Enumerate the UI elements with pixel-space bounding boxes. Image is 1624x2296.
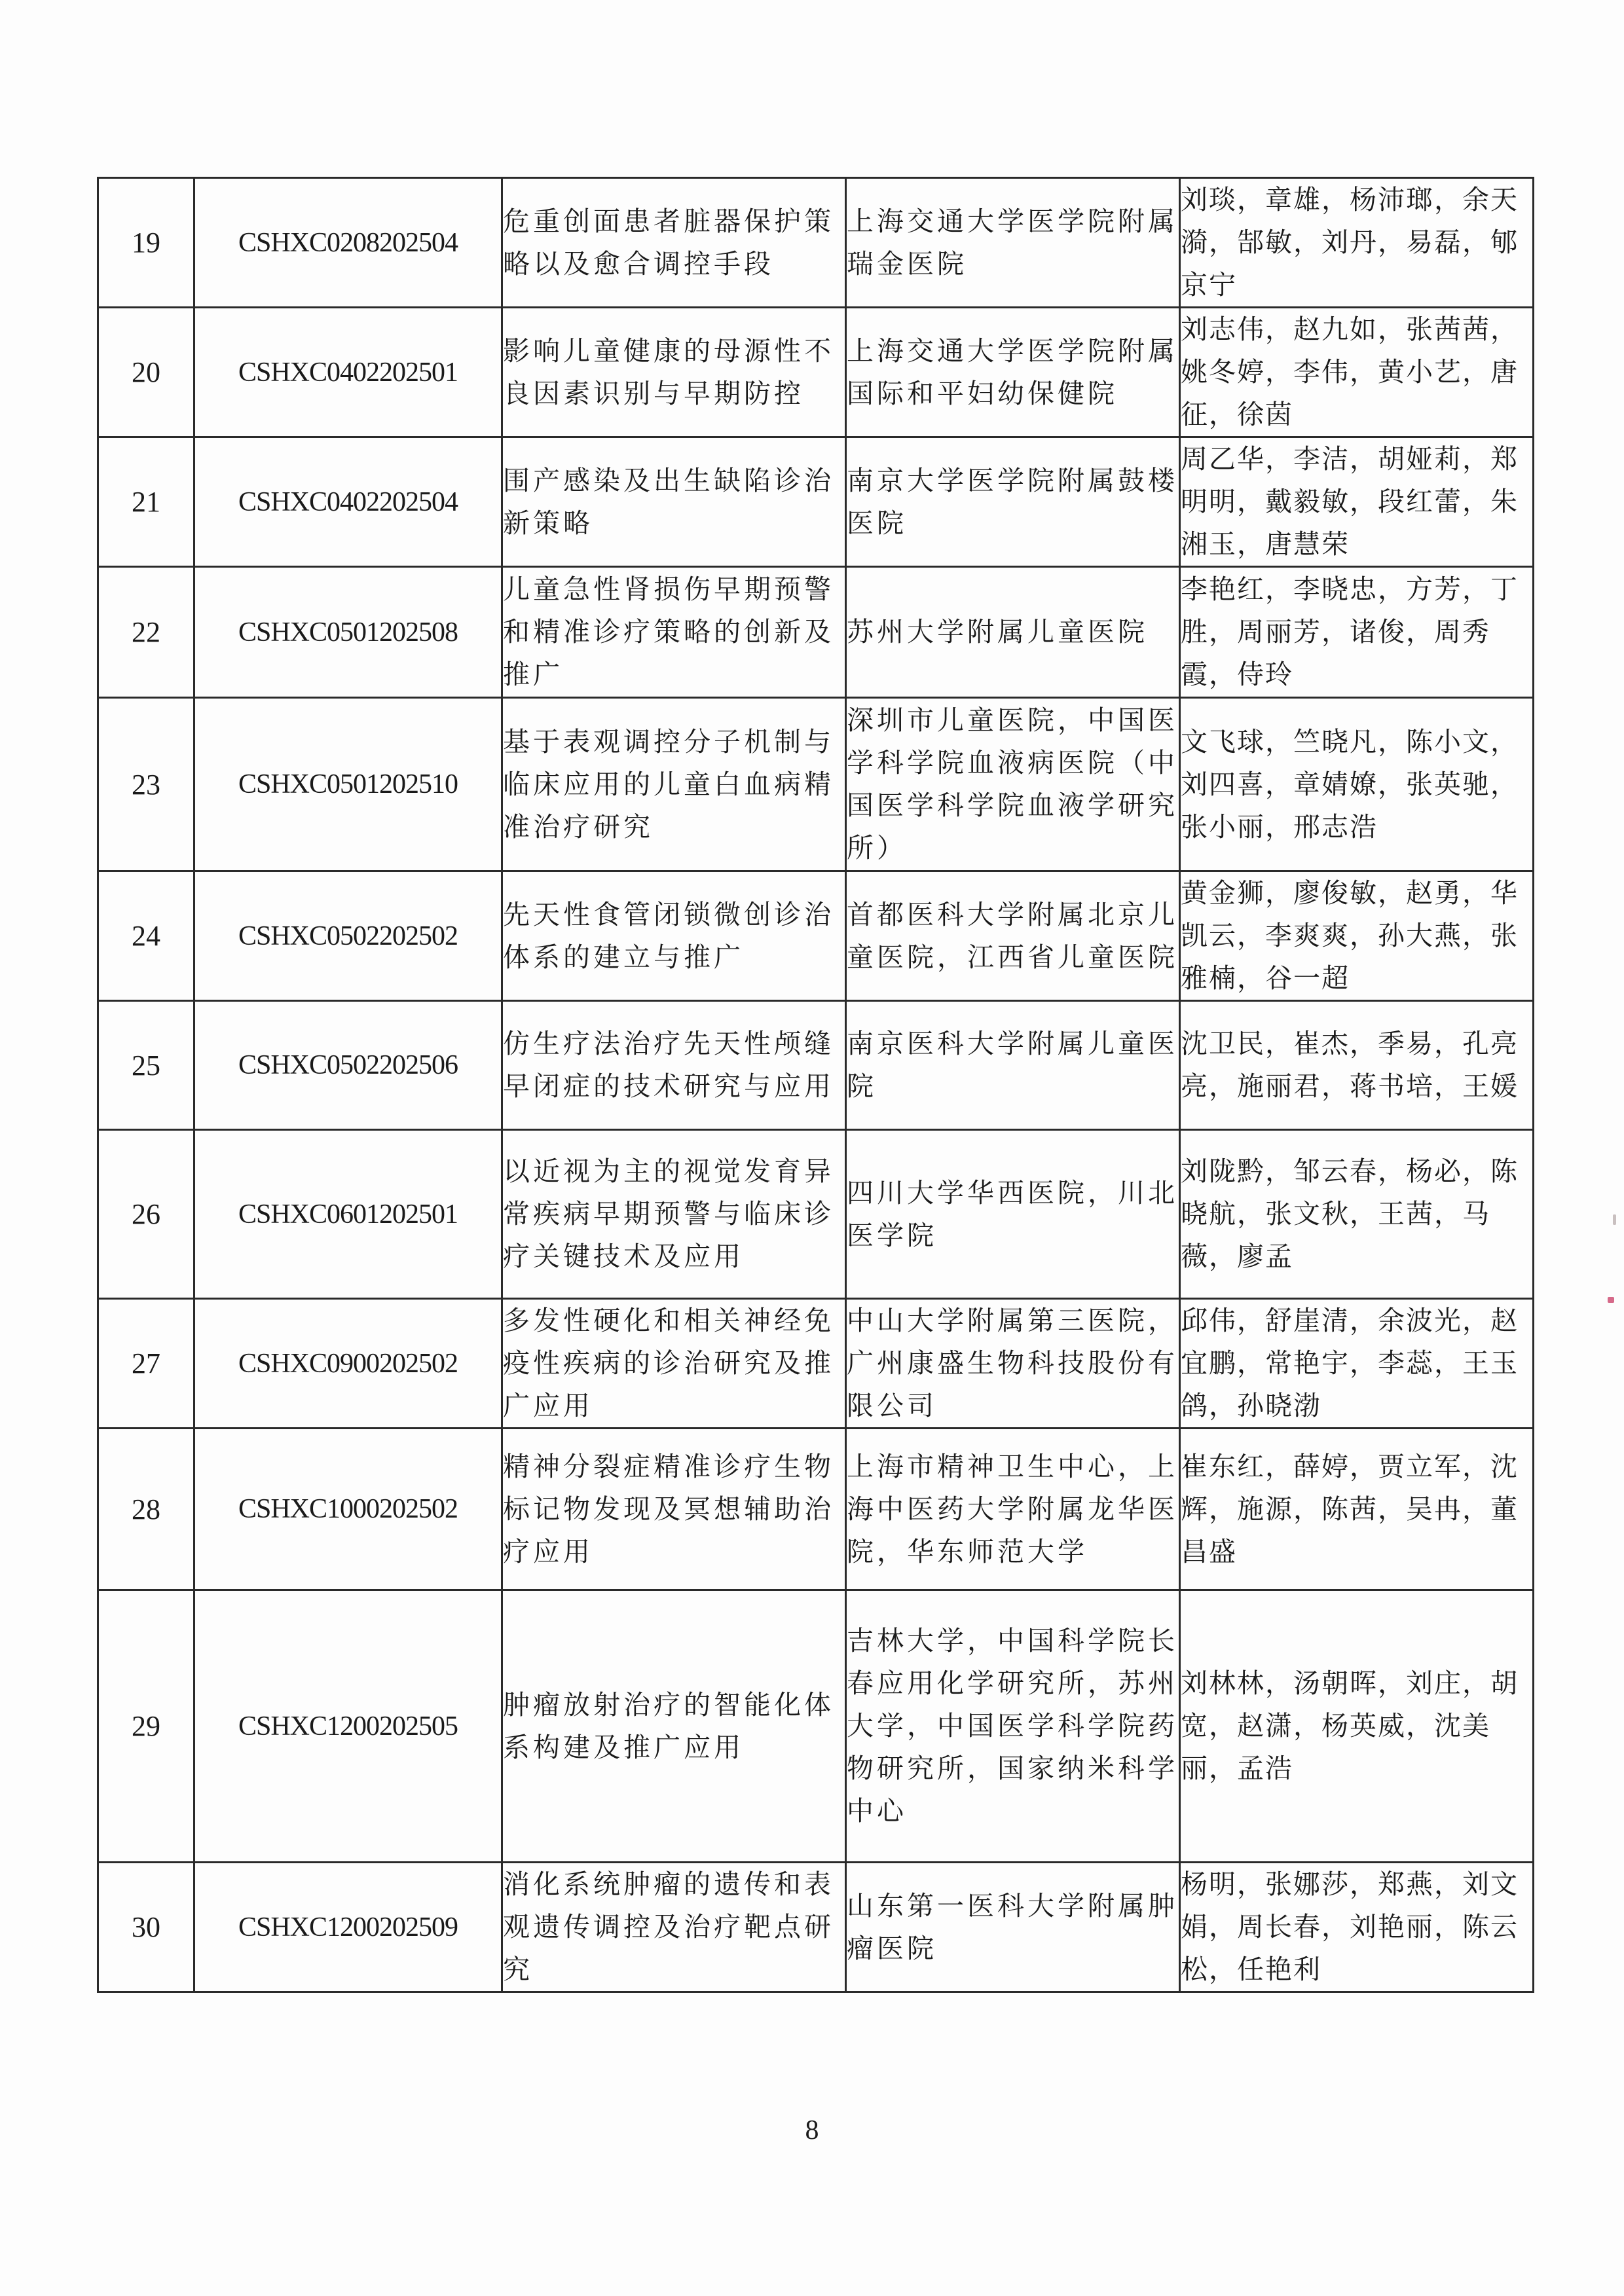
table-row — [98, 1299, 1534, 1429]
table-row — [98, 567, 1534, 698]
table-row — [98, 1863, 1534, 1992]
scan-mark — [1613, 1214, 1616, 1225]
completing-people: 周乙华，李洁，胡娅莉，郑明明，戴毅敏，段红蕾，朱湘玉，唐慧荣 — [1180, 437, 1534, 567]
completing-unit: 上海交通大学医学院附属瑞金医院 — [846, 178, 1180, 308]
completing-people: 刘志伟，赵九如，张茜茜，姚冬婷，李伟，黄小艺，唐征，徐茵 — [1180, 308, 1534, 437]
project-code: CSHXC0208202504 — [194, 178, 502, 308]
project-title: 多发性硬化和相关神经免疫性疾病的诊治研究及推广应用 — [502, 1299, 846, 1429]
row-number: 23 — [98, 698, 194, 871]
completing-people: 刘林林，汤朝晖，刘庄，胡宽，赵潇，杨英威，沈美丽，孟浩 — [1180, 1590, 1534, 1863]
completing-unit: 山东第一医科大学附属肿瘤医院 — [846, 1863, 1180, 1992]
project-code: CSHXC0502202506 — [194, 1001, 502, 1130]
table-row — [98, 308, 1534, 437]
completing-unit: 上海市精神卫生中心，上海中医药大学附属龙华医院，华东师范大学 — [846, 1429, 1180, 1590]
completing-people: 邱伟，舒崖清，余波光，赵宜鹏，常艳宇，李蕊，王玉鸽，孙晓渤 — [1180, 1299, 1534, 1429]
table-row — [98, 178, 1534, 308]
row-number: 29 — [98, 1590, 194, 1863]
project-title: 肿瘤放射治疗的智能化体系构建及推广应用 — [502, 1590, 846, 1863]
award-table — [97, 177, 1534, 1993]
completing-unit: 南京医科大学附属儿童医院 — [846, 1001, 1180, 1130]
project-title: 影响儿童健康的母源性不良因素识别与早期防控 — [502, 308, 846, 437]
completing-unit: 四川大学华西医院，川北医学院 — [846, 1130, 1180, 1299]
table-row — [98, 1590, 1534, 1863]
project-code: CSHXC0402202504 — [194, 437, 502, 567]
row-number: 22 — [98, 567, 194, 698]
row-number: 30 — [98, 1863, 194, 1992]
row-number: 19 — [98, 178, 194, 308]
completing-people: 李艳红，李晓忠，方芳，丁胜，周丽芳，诸俊，周秀霞，侍玲 — [1180, 567, 1534, 698]
table-row — [98, 871, 1534, 1001]
completing-people: 沈卫民，崔杰，季易，孔亮亮，施丽君，蒋书培，王媛 — [1180, 1001, 1534, 1130]
project-title: 先天性食管闭锁微创诊治体系的建立与推广 — [502, 871, 846, 1001]
row-number: 21 — [98, 437, 194, 567]
project-title: 危重创面患者脏器保护策略以及愈合调控手段 — [502, 178, 846, 308]
scan-mark — [1608, 1297, 1614, 1303]
project-title: 基于表观调控分子机制与临床应用的儿童白血病精准治疗研究 — [502, 698, 846, 871]
completing-unit: 上海交通大学医学院附属国际和平妇幼保健院 — [846, 308, 1180, 437]
project-code: CSHXC0502202502 — [194, 871, 502, 1001]
table-row — [98, 698, 1534, 871]
completing-people: 崔东红，薛婷，贾立军，沈辉，施源，陈茜，吴冉，董昌盛 — [1180, 1429, 1534, 1590]
project-title: 以近视为主的视觉发育异常疾病早期预警与临床诊疗关键技术及应用 — [502, 1130, 846, 1299]
completing-unit: 吉林大学，中国科学院长春应用化学研究所，苏州大学，中国医学科学院药物研究所，国家纳米科学中心 — [846, 1590, 1180, 1863]
project-code: CSHXC0601202501 — [194, 1130, 502, 1299]
project-title: 围产感染及出生缺陷诊治新策略 — [502, 437, 846, 567]
project-code: CSHXC0900202502 — [194, 1299, 502, 1429]
row-number: 26 — [98, 1130, 194, 1299]
project-code: CSHXC1200202509 — [194, 1863, 502, 1992]
table-row — [98, 1001, 1534, 1130]
completing-people: 文飞球，竺晓凡，陈小文，刘四喜，章婧嫽，张英驰，张小丽，邢志浩 — [1180, 698, 1534, 871]
completing-unit: 首都医科大学附属北京儿童医院，江西省儿童医院 — [846, 871, 1180, 1001]
project-title: 儿童急性肾损伤早期预警和精准诊疗策略的创新及推广 — [502, 567, 846, 698]
table-row — [98, 1429, 1534, 1590]
project-code: CSHXC0501202510 — [194, 698, 502, 871]
project-code: CSHXC1200202505 — [194, 1590, 502, 1863]
project-code: CSHXC0501202508 — [194, 567, 502, 698]
project-code: CSHXC0402202501 — [194, 308, 502, 437]
completing-people: 刘琰，章雄，杨沛瑯，余天漪，郜敏，刘丹，易磊，郇京宁 — [1180, 178, 1534, 308]
project-title: 消化系统肿瘤的遗传和表观遗传调控及治疗靶点研究 — [502, 1863, 846, 1992]
row-number: 27 — [98, 1299, 194, 1429]
project-title: 仿生疗法治疗先天性颅缝早闭症的技术研究与应用 — [502, 1001, 846, 1130]
row-number: 24 — [98, 871, 194, 1001]
page-number: 8 — [805, 2115, 819, 2145]
completing-unit: 深圳市儿童医院，中国医学科学院血液病医院（中国医学科学院血液学研究所） — [846, 698, 1180, 871]
completing-people: 杨明，张娜莎，郑燕，刘文娟，周长春，刘艳丽，陈云松，任艳利 — [1180, 1863, 1534, 1992]
completing-people: 黄金狮，廖俊敏，赵勇，华凯云，李爽爽，孙大燕，张雅楠，谷一超 — [1180, 871, 1534, 1001]
award-table-body — [98, 178, 1534, 1992]
project-code: CSHXC1000202502 — [194, 1429, 502, 1590]
row-number: 28 — [98, 1429, 194, 1590]
completing-unit: 南京大学医学院附属鼓楼医院 — [846, 437, 1180, 567]
row-number: 25 — [98, 1001, 194, 1130]
completing-unit: 苏州大学附属儿童医院 — [846, 567, 1180, 698]
table-row — [98, 1130, 1534, 1299]
table-row — [98, 437, 1534, 567]
completing-people: 刘陇黔，邹云春，杨必，陈晓航，张文秋，王茜，马薇，廖孟 — [1180, 1130, 1534, 1299]
completing-unit: 中山大学附属第三医院，广州康盛生物科技股份有限公司 — [846, 1299, 1180, 1429]
project-title: 精神分裂症精准诊疗生物标记物发现及冥想辅助治疗应用 — [502, 1429, 846, 1590]
row-number: 20 — [98, 308, 194, 437]
